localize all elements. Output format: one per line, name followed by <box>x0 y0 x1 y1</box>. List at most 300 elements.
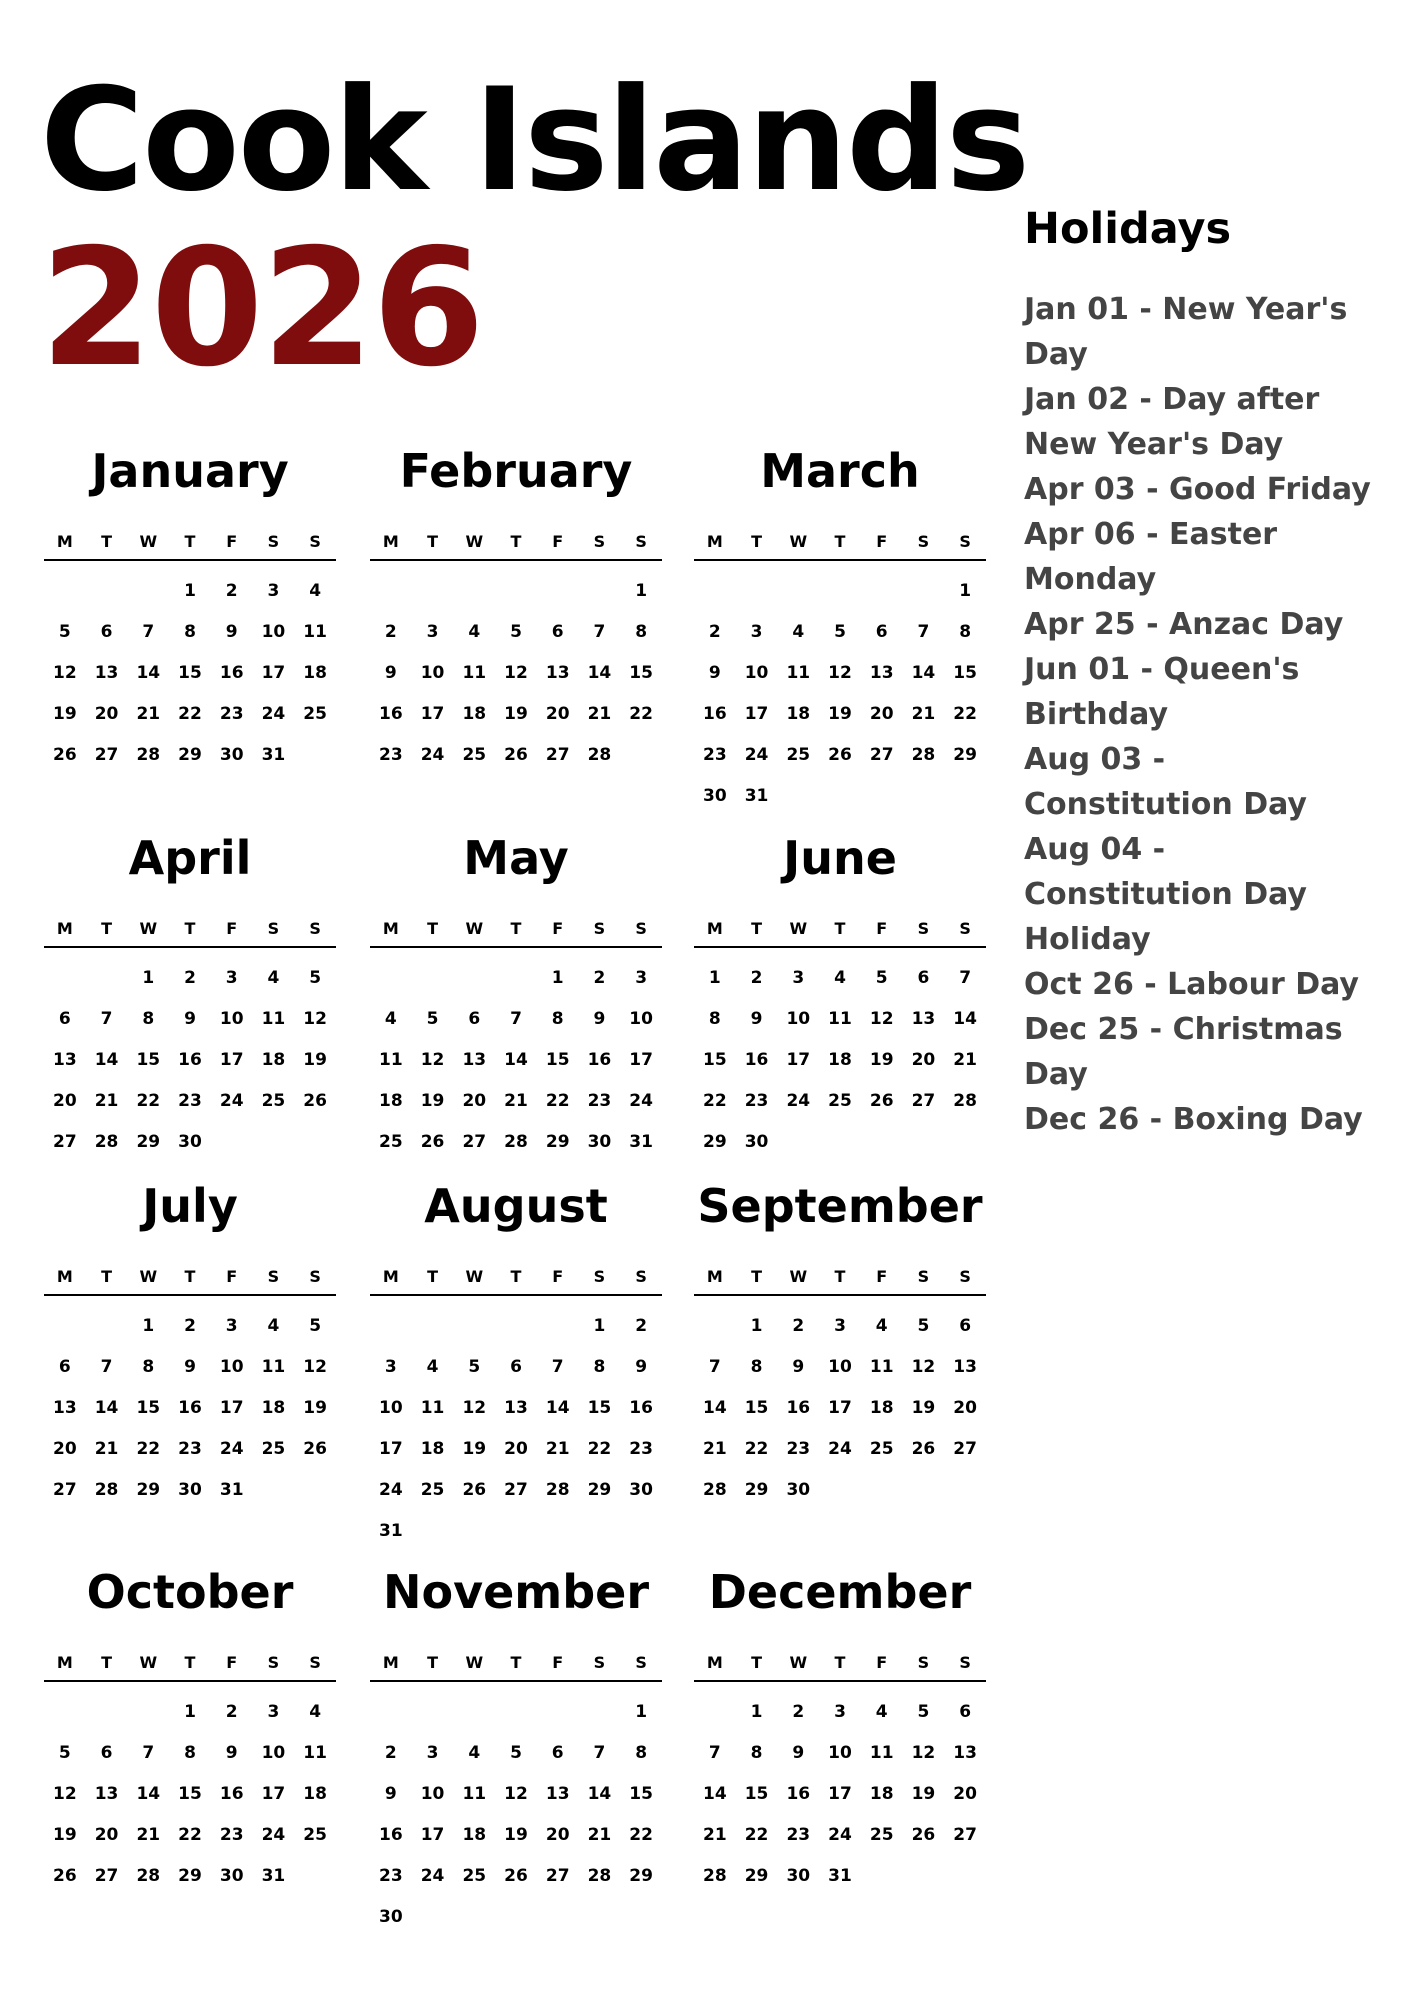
empty-day-cell <box>453 958 495 999</box>
day-cell: 13 <box>94 663 119 683</box>
day-cell: 23 <box>178 1439 202 1459</box>
day-cell: 4 <box>875 1316 888 1336</box>
day-cell: 21 <box>504 1091 528 1111</box>
day-cell: 20 <box>953 1784 977 1804</box>
weekday-header <box>370 919 662 948</box>
day-cell: 13 <box>545 1784 570 1804</box>
day-cell: 3 <box>792 968 805 988</box>
holiday-item: Apr 25 - Anzac Day <box>1024 607 1344 642</box>
weekday-label: W <box>139 1267 158 1286</box>
day-cell: 11 <box>303 1743 327 1763</box>
day-cell: 26 <box>504 745 528 765</box>
day-cell: 17 <box>261 663 286 683</box>
day-cell: 3 <box>426 1743 439 1763</box>
day-cell: 21 <box>587 704 612 724</box>
day-cell: 7 <box>959 968 972 988</box>
day-cell: 8 <box>959 622 972 642</box>
weekday-label: T <box>751 1653 763 1672</box>
day-cell: 6 <box>58 1357 71 1377</box>
day-cell: 16 <box>703 704 727 724</box>
weekday-label: T <box>510 532 522 551</box>
day-cell: 21 <box>545 1439 570 1459</box>
day-cell: 18 <box>462 1825 487 1845</box>
day-cell: 5 <box>309 968 322 988</box>
day-cell: 1 <box>593 1316 606 1336</box>
day-cell: 16 <box>219 1784 244 1804</box>
day-cell: 30 <box>178 1480 202 1500</box>
day-cell: 8 <box>184 1743 196 1763</box>
day-cell: 4 <box>468 1743 481 1763</box>
weekday-label: F <box>552 919 564 938</box>
day-cell: 31 <box>261 1866 286 1886</box>
month-name: September <box>697 1179 983 1233</box>
day-cell: 22 <box>178 704 202 724</box>
day-cell: 11 <box>869 1743 894 1763</box>
empty-day-cell <box>579 1692 621 1733</box>
day-cell: 16 <box>379 1825 403 1845</box>
day-cell: 10 <box>786 1009 811 1029</box>
day-cell: 19 <box>462 1439 487 1459</box>
day-cell: 25 <box>303 704 327 724</box>
day-cell: 6 <box>959 1702 972 1722</box>
weekday-label: F <box>226 1267 238 1286</box>
weekday-label: F <box>226 919 238 938</box>
day-cell: 6 <box>917 968 930 988</box>
day-cell: 27 <box>94 1866 119 1886</box>
day-cell: 2 <box>708 622 721 642</box>
weekday-label: S <box>267 1653 280 1672</box>
holiday-item: Aug 03 - Constitution Day <box>1024 742 1307 822</box>
day-cell: 4 <box>468 622 481 642</box>
empty-day-cell <box>694 1306 736 1347</box>
day-cell: 3 <box>267 581 280 601</box>
weekday-label: S <box>959 532 971 551</box>
day-cell: 22 <box>744 1825 769 1845</box>
day-cell: 2 <box>384 622 397 642</box>
weekday-label: W <box>789 919 808 938</box>
holiday-item: Jan 01 - New Year's Day <box>1024 292 1348 372</box>
day-cell: 23 <box>219 1825 244 1845</box>
day-cell: 1 <box>635 1702 648 1722</box>
weekday-header <box>44 1267 336 1296</box>
holiday-item: Apr 06 - Easter Monday <box>1024 517 1278 597</box>
weekday-label: S <box>309 1653 321 1672</box>
day-cell: 11 <box>462 663 487 683</box>
day-cell: 4 <box>834 968 846 988</box>
day-cell: 15 <box>744 1784 769 1804</box>
day-cell: 23 <box>587 1091 612 1111</box>
day-cell: 31 <box>379 1521 403 1541</box>
month-june <box>694 831 986 1163</box>
weekday-label: S <box>959 1653 971 1672</box>
weekday-label: F <box>552 1653 564 1672</box>
day-grid <box>694 958 986 1163</box>
weekday-label: T <box>834 1267 846 1286</box>
weekday-label: S <box>959 919 971 938</box>
day-cell: 26 <box>420 1132 445 1152</box>
day-cell: 21 <box>953 1050 977 1070</box>
day-cell: 6 <box>551 1743 564 1763</box>
day-cell: 2 <box>635 1316 648 1336</box>
day-cell: 14 <box>587 663 612 683</box>
day-cell: 16 <box>786 1784 811 1804</box>
day-cell: 30 <box>379 1907 403 1927</box>
day-cell: 12 <box>828 663 852 683</box>
day-cell: 5 <box>58 622 71 642</box>
day-cell: 13 <box>869 663 894 683</box>
day-cell: 18 <box>869 1784 894 1804</box>
weekday-label: F <box>876 919 888 938</box>
weekday-label: S <box>635 532 647 551</box>
day-cell: 25 <box>420 1480 445 1500</box>
weekday-label: S <box>635 1653 647 1672</box>
empty-day-cell <box>412 1692 454 1733</box>
empty-day-cell <box>495 1692 537 1733</box>
weekday-label: M <box>706 1653 723 1672</box>
day-cell: 19 <box>303 1398 327 1418</box>
day-cell: 21 <box>94 1439 119 1459</box>
day-cell: 21 <box>94 1091 119 1111</box>
day-cell: 27 <box>53 1480 77 1500</box>
empty-day-cell <box>370 1306 412 1347</box>
day-cell: 17 <box>786 1050 811 1070</box>
empty-day-cell <box>412 958 454 999</box>
page-title-year: 2026 <box>40 215 483 403</box>
weekday-label: S <box>267 1267 280 1286</box>
day-cell: 1 <box>959 581 972 601</box>
day-cell: 13 <box>504 1398 528 1418</box>
day-cell: 1 <box>142 1316 155 1336</box>
day-cell: 24 <box>261 704 286 724</box>
day-cell: 15 <box>545 1050 570 1070</box>
weekday-label: M <box>706 532 723 551</box>
weekday-label: M <box>706 1267 723 1286</box>
weekday-label: T <box>751 919 763 938</box>
day-cell: 5 <box>510 622 522 642</box>
day-cell: 31 <box>219 1480 244 1500</box>
day-cell: 20 <box>504 1439 528 1459</box>
empty-day-cell <box>44 958 86 999</box>
day-cell: 16 <box>178 1050 202 1070</box>
day-cell: 24 <box>219 1439 244 1459</box>
empty-day-cell <box>694 571 736 612</box>
day-cell: 14 <box>953 1009 977 1029</box>
weekday-label: T <box>184 1267 196 1286</box>
weekday-label: W <box>789 1267 808 1286</box>
weekday-label: S <box>593 919 606 938</box>
day-cell: 19 <box>504 1825 528 1845</box>
day-cell: 26 <box>303 1439 327 1459</box>
day-cell: 28 <box>136 1866 161 1886</box>
day-cell: 11 <box>261 1009 286 1029</box>
day-cell: 11 <box>869 1357 894 1377</box>
day-cell: 14 <box>136 663 161 683</box>
day-cell: 17 <box>219 1398 244 1418</box>
day-cell: 23 <box>379 1866 403 1886</box>
day-cell: 26 <box>911 1825 936 1845</box>
month-name: June <box>783 831 897 885</box>
day-cell: 10 <box>420 1784 445 1804</box>
day-cell: 5 <box>834 622 846 642</box>
day-cell: 3 <box>426 622 439 642</box>
weekday-label: T <box>834 919 846 938</box>
month-november <box>370 1565 662 1938</box>
weekday-label: F <box>552 532 564 551</box>
day-cell: 11 <box>261 1357 286 1377</box>
day-cell: 8 <box>142 1357 155 1377</box>
day-cell: 18 <box>261 1398 286 1418</box>
day-cell: 14 <box>703 1784 727 1804</box>
day-grid <box>44 571 336 776</box>
day-cell: 28 <box>587 745 612 765</box>
day-cell: 17 <box>219 1050 244 1070</box>
day-cell: 25 <box>869 1439 894 1459</box>
day-cell: 13 <box>953 1743 977 1763</box>
day-cell: 13 <box>53 1398 77 1418</box>
day-cell: 11 <box>379 1050 403 1070</box>
day-cell: 20 <box>53 1091 77 1111</box>
day-cell: 24 <box>219 1091 244 1111</box>
day-cell: 10 <box>379 1398 403 1418</box>
day-cell: 18 <box>303 663 327 683</box>
day-cell: 20 <box>545 1825 570 1845</box>
day-cell: 8 <box>635 1743 648 1763</box>
weekday-label: S <box>635 1267 647 1286</box>
weekday-label: T <box>510 919 522 938</box>
day-cell: 18 <box>869 1398 894 1418</box>
day-cell: 8 <box>635 622 648 642</box>
month-name: November <box>382 1565 650 1619</box>
day-cell: 24 <box>828 1825 852 1845</box>
weekday-label: T <box>427 919 439 938</box>
day-cell: 11 <box>828 1009 852 1029</box>
weekday-header <box>370 1653 662 1682</box>
weekday-label: M <box>382 919 399 938</box>
day-cell: 30 <box>587 1132 612 1152</box>
day-cell: 20 <box>911 1050 936 1070</box>
day-cell: 15 <box>703 1050 727 1070</box>
day-cell: 20 <box>462 1091 487 1111</box>
day-cell: 3 <box>384 1357 397 1377</box>
weekday-label: T <box>427 1267 439 1286</box>
holiday-item: Dec 26 - Boxing Day <box>1024 1102 1363 1137</box>
day-cell: 11 <box>303 622 327 642</box>
day-cell: 4 <box>309 581 322 601</box>
day-cell: 29 <box>178 1866 202 1886</box>
day-cell: 13 <box>545 663 570 683</box>
day-cell: 12 <box>911 1357 936 1377</box>
day-cell: 24 <box>786 1091 811 1111</box>
day-cell: 7 <box>593 622 606 642</box>
weekday-label: T <box>101 1653 113 1672</box>
day-cell: 23 <box>219 704 244 724</box>
day-cell: 10 <box>629 1009 653 1029</box>
day-cell: 9 <box>635 1357 648 1377</box>
day-cell: 3 <box>834 1702 846 1722</box>
day-cell: 5 <box>510 1743 522 1763</box>
day-cell: 19 <box>869 1050 894 1070</box>
day-cell: 29 <box>136 1480 161 1500</box>
empty-day-cell <box>412 571 454 612</box>
day-cell: 23 <box>379 745 403 765</box>
day-grid <box>694 1306 986 1511</box>
day-cell: 15 <box>136 1050 161 1070</box>
day-cell: 8 <box>551 1009 564 1029</box>
weekday-label: F <box>552 1267 564 1286</box>
day-cell: 16 <box>629 1398 653 1418</box>
day-cell: 28 <box>136 745 161 765</box>
month-october <box>44 1565 336 1897</box>
day-cell: 27 <box>911 1091 936 1111</box>
weekday-label: S <box>593 1653 606 1672</box>
weekday-label: M <box>382 532 399 551</box>
day-cell: 20 <box>545 704 570 724</box>
empty-day-cell <box>495 958 537 999</box>
day-cell: 25 <box>869 1825 894 1845</box>
day-cell: 13 <box>462 1050 487 1070</box>
day-cell: 16 <box>744 1050 769 1070</box>
day-cell: 27 <box>545 1866 570 1886</box>
day-cell: 10 <box>828 1743 852 1763</box>
day-cell: 31 <box>629 1132 653 1152</box>
day-cell: 3 <box>750 622 763 642</box>
holiday-item: Aug 04 - Constitution Day Holiday <box>1024 832 1307 957</box>
day-cell: 18 <box>303 1784 327 1804</box>
weekday-label: T <box>101 532 113 551</box>
day-cell: 27 <box>869 745 894 765</box>
day-cell: 21 <box>911 704 936 724</box>
weekday-label: T <box>510 1653 522 1672</box>
day-cell: 29 <box>744 1866 769 1886</box>
day-cell: 6 <box>100 1743 113 1763</box>
weekday-label: F <box>876 532 888 551</box>
day-cell: 30 <box>219 1866 244 1886</box>
day-cell: 17 <box>420 1825 445 1845</box>
day-cell: 9 <box>184 1357 196 1377</box>
weekday-label: S <box>267 919 280 938</box>
weekday-label: M <box>56 532 73 551</box>
weekday-label: W <box>789 1653 808 1672</box>
day-cell: 2 <box>225 1702 238 1722</box>
day-cell: 5 <box>917 1316 930 1336</box>
weekday-label: S <box>309 1267 321 1286</box>
day-cell: 8 <box>184 622 196 642</box>
day-cell: 5 <box>426 1009 439 1029</box>
day-cell: 1 <box>750 1702 763 1722</box>
day-cell: 3 <box>834 1316 846 1336</box>
day-cell: 1 <box>184 581 196 601</box>
day-cell: 14 <box>545 1398 570 1418</box>
day-cell: 19 <box>828 704 852 724</box>
empty-day-cell <box>453 1692 495 1733</box>
day-cell: 26 <box>53 1866 77 1886</box>
weekday-label: T <box>184 532 196 551</box>
day-cell: 20 <box>94 1825 119 1845</box>
month-name: May <box>463 831 569 885</box>
day-cell: 19 <box>303 1050 327 1070</box>
day-cell: 28 <box>587 1866 612 1886</box>
weekday-label: T <box>510 1267 522 1286</box>
month-name: December <box>708 1565 972 1619</box>
day-cell: 27 <box>504 1480 528 1500</box>
day-cell: 24 <box>828 1439 852 1459</box>
weekday-label: F <box>226 532 238 551</box>
day-grid <box>694 1692 986 1897</box>
weekday-label: T <box>834 1653 846 1672</box>
day-cell: 24 <box>420 1866 445 1886</box>
day-cell: 9 <box>792 1357 805 1377</box>
day-cell: 20 <box>94 704 119 724</box>
day-cell: 29 <box>703 1132 727 1152</box>
day-cell: 8 <box>142 1009 155 1029</box>
holiday-item: Jan 02 - Day after New Year's Day <box>1024 382 1320 462</box>
day-cell: 5 <box>875 968 888 988</box>
weekday-label: S <box>267 532 280 551</box>
day-cell: 16 <box>587 1050 612 1070</box>
day-cell: 7 <box>510 1009 522 1029</box>
day-cell: 17 <box>420 704 445 724</box>
day-cell: 1 <box>635 581 648 601</box>
day-cell: 27 <box>953 1439 977 1459</box>
day-cell: 21 <box>703 1439 727 1459</box>
day-cell: 9 <box>593 1009 606 1029</box>
empty-day-cell <box>579 571 621 612</box>
weekday-label: T <box>184 919 196 938</box>
day-cell: 24 <box>744 745 769 765</box>
day-cell: 22 <box>953 704 977 724</box>
day-cell: 16 <box>786 1398 811 1418</box>
weekday-label: W <box>139 919 158 938</box>
day-cell: 23 <box>629 1439 653 1459</box>
day-cell: 28 <box>703 1480 727 1500</box>
weekday-label: S <box>635 919 647 938</box>
empty-day-cell <box>537 1692 579 1733</box>
day-cell: 28 <box>545 1480 570 1500</box>
day-cell: 17 <box>744 704 769 724</box>
day-cell: 19 <box>504 704 528 724</box>
day-cell: 8 <box>750 1743 763 1763</box>
day-cell: 12 <box>504 1784 528 1804</box>
day-cell: 9 <box>384 663 397 683</box>
day-cell: 6 <box>510 1357 522 1377</box>
weekday-header <box>44 1653 336 1682</box>
day-cell: 7 <box>142 1743 155 1763</box>
day-cell: 28 <box>94 1480 119 1500</box>
day-cell: 22 <box>703 1091 727 1111</box>
day-cell: 18 <box>379 1091 403 1111</box>
day-cell: 5 <box>917 1702 930 1722</box>
weekday-label: M <box>56 1267 73 1286</box>
weekday-header <box>694 532 986 561</box>
day-cell: 8 <box>708 1009 721 1029</box>
day-cell: 29 <box>587 1480 612 1500</box>
day-cell: 29 <box>545 1132 570 1152</box>
day-cell: 26 <box>911 1439 936 1459</box>
month-february <box>370 444 662 776</box>
weekday-label: M <box>56 919 73 938</box>
weekday-label: T <box>751 1267 763 1286</box>
day-cell: 9 <box>225 1743 238 1763</box>
day-cell: 7 <box>142 622 155 642</box>
day-cell: 2 <box>184 1316 196 1336</box>
day-cell: 22 <box>629 1825 653 1845</box>
month-april <box>44 831 336 1163</box>
empty-day-cell <box>495 571 537 612</box>
day-cell: 4 <box>792 622 805 642</box>
day-grid <box>44 958 336 1163</box>
weekday-label: W <box>465 1267 484 1286</box>
month-march <box>694 444 986 817</box>
